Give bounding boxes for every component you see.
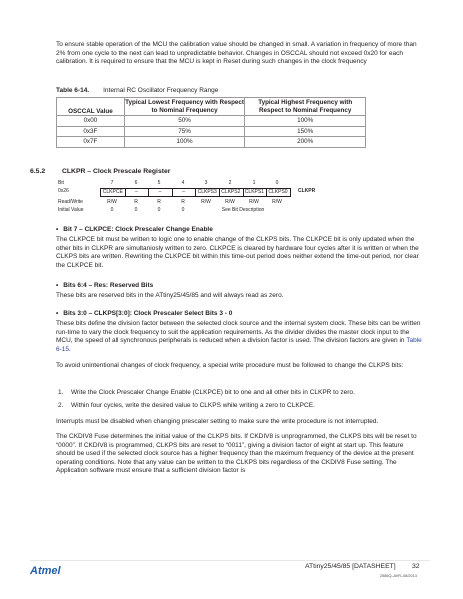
bit30-end: . [69,345,71,353]
atmel-logo: Atmel [30,565,61,577]
table-cell: 150% [245,126,366,137]
rw-row-label: Read/Write [58,199,83,205]
procedure-list [56,389,423,415]
rw-value: R/W [201,199,211,205]
table-cell: 200% [245,137,366,148]
table-cell: 0x3F [57,126,125,137]
register-field: CLKPCE [101,189,126,196]
table-cell: 0x7F [57,137,125,148]
intro-paragraph: To ensure stable operation of the MCU the calibration value should be changed in small. A variation in frequency of more than 2% from one cycle to the next can lead to unpredictable behavior. Changes in OSCCAL should not exceed 0x20 for each calibration. It is required to ensure that the MCU is kept in Reset during such changes in the clock frequency [56,41,417,66]
bit30-text: These bits define the division factor between the selected clock source and the internal system clock. These bits can be written run-time to vary the clock frequency to suit the application requirements. As the divider divides the master clock input to the MCU, the speed of all synchronous peripherals is reduced when a division factor is used. The division factors are given in [56,320,421,345]
table-label: Table 6-14. [56,87,90,94]
rw-value: R/W [107,199,117,205]
footer-divider [30,560,430,561]
step-number: 2. [58,402,64,409]
bit-number: 4 [181,180,185,186]
step-text: Write the Clock Prescaler Change Enable (CLKPCE) bit to one and all other bits in CLKPR to zero. [71,389,355,396]
table-cell: 100% [124,137,245,148]
rw-value: R/W [272,199,282,205]
bit-number: 1 [252,180,256,186]
rw-value: R/W [249,199,259,205]
bit7-paragraph: The CLKPCE bit must be written to logic one to enable change of the CLKPS bits. The CLKPCE bit is only updated when the other bits in CLKPR are simultaniosly written to zero. CLKPCE is cleared by hardware four cycles after it is written or when the CLKPS bits are written. Rewriting the CLKPCE bit within this time-out period does neither extend the time-out period, nor clear the CLKPCE bit. [56,236,419,269]
table-cell: 75% [124,126,245,137]
step-number: 1. [58,389,64,396]
init-value: 0 [157,207,161,213]
bit30-heading-text: Bits 3:0 – CLKPS[3:0]: Clock Prescaler Select Bits 3 - 0 [63,310,233,317]
table-caption [56,87,218,94]
bit30-heading: • Bits 3:0 – CLKPS[3:0]: Clock Prescaler Select Bits 3 - 0 [56,310,233,317]
avoid-paragraph: To avoid unintentional changes of clock frequency, a special write procedure must be followed to change the CLKPS bits: [56,362,404,369]
bit-number: 2 [228,180,232,186]
register-field: CLKPS3 [195,189,220,196]
init-value: 0 [181,207,185,213]
register-field: – [148,189,173,196]
init-value: 0 [134,207,138,213]
register-rw-row [58,198,418,206]
table-header: OSCCAL Value [57,98,125,116]
table-cell: 100% [245,116,366,127]
bit7-heading: • Bit 7 – CLKPCE: Clock Prescaler Change Enable [56,226,213,233]
table-6-15-link[interactable]: Table 6-15 [56,337,422,353]
table-row [57,126,366,137]
bit-number: 5 [157,180,161,186]
register-field: – [172,189,197,196]
bit-row-label: Bit [58,180,64,186]
interrupts-paragraph: Interrupts must be disabled when changing prescaler setting to make sure the write procedure is not interrupted. [56,418,379,425]
ckdiv8-paragraph: The CKDIV8 Fuse determines the initial value of the CLKPS bits. If CKDIV8 is unprogrammed, the CLKPS bits will be reset to “0000”. If CKDIV8 is programmed, CLKPS bits are reset to “0011”, giving a division factor of eight at start up. This feature should be used if the selected clock source has a higher frequency than the maximum frequency of the device at the present operating conditions. Note that any value can be written to the CLKPS bits regardless of the CKDIV8 Fuse setting. The Application software must ensure that a sufficient division factor is [56,433,417,475]
list-item [56,402,423,415]
section-number: 6.5.2 [30,168,46,175]
register-field: – [125,189,150,196]
table-cell: 0x00 [57,116,125,127]
rw-value: R/W [225,199,235,205]
register-name: CLKPR [298,188,316,194]
register-init-row [58,206,418,214]
table-cell: 50% [124,116,245,127]
table-header: Typical Lowest Frequency with Respect to Nominal Frequency [125,99,245,114]
register-field: CLKPS0 [268,189,288,195]
list-item [56,389,423,402]
bit-number: 3 [204,180,208,186]
init-value: 0 [110,207,114,213]
register-field: CLKPS1 [243,189,268,196]
oscillator-frequency-table [56,97,366,148]
step-text: Within four cycles, write the desired value to CLKPS while writing a zero to CLKPCE. [71,402,315,409]
register-address: 0x26 [58,188,69,194]
init-note: See Bit Description [221,207,265,213]
rw-value: R [181,199,185,205]
bit64-paragraph: These bits are reserved bits in the ATtiny25/45/85 and will always read as zero. [56,292,284,299]
rw-value: R [134,199,138,205]
rw-value: R [157,199,161,205]
section-title: CLKPR – Clock Prescale Register [62,168,171,175]
register-field-box [100,188,291,197]
bit30-paragraph [56,320,423,354]
bit64-heading-text: Bits 6:4 – Res: Reserved Bits [63,282,154,289]
table-row [57,137,366,148]
footer-doc-code: 2586Q–AVR–08/2013 [380,574,417,578]
table-row [57,116,366,127]
bit-number: 0 [275,180,279,186]
footer-page-number: 32 [412,563,420,570]
register-bit-row [58,179,418,187]
table-header: Typical Highest Frequency with Respect to Nominal Frequency [245,98,366,116]
register-field: CLKPS2 [219,189,244,196]
table-title: Internal RC Oscillator Frequency Range [103,87,219,94]
bit-number: 6 [134,180,138,186]
footer-doc-title: ATtiny25/45/85 [DATASHEET] [305,563,396,570]
bit7-heading-text: Bit 7 – CLKPCE: Clock Prescaler Change Enable [63,226,213,233]
init-row-label: Initial Value [58,207,84,213]
bit-number: 7 [110,180,114,186]
bit64-heading: • Bits 6:4 – Res: Reserved Bits [56,282,154,289]
table-header-row [57,98,366,116]
